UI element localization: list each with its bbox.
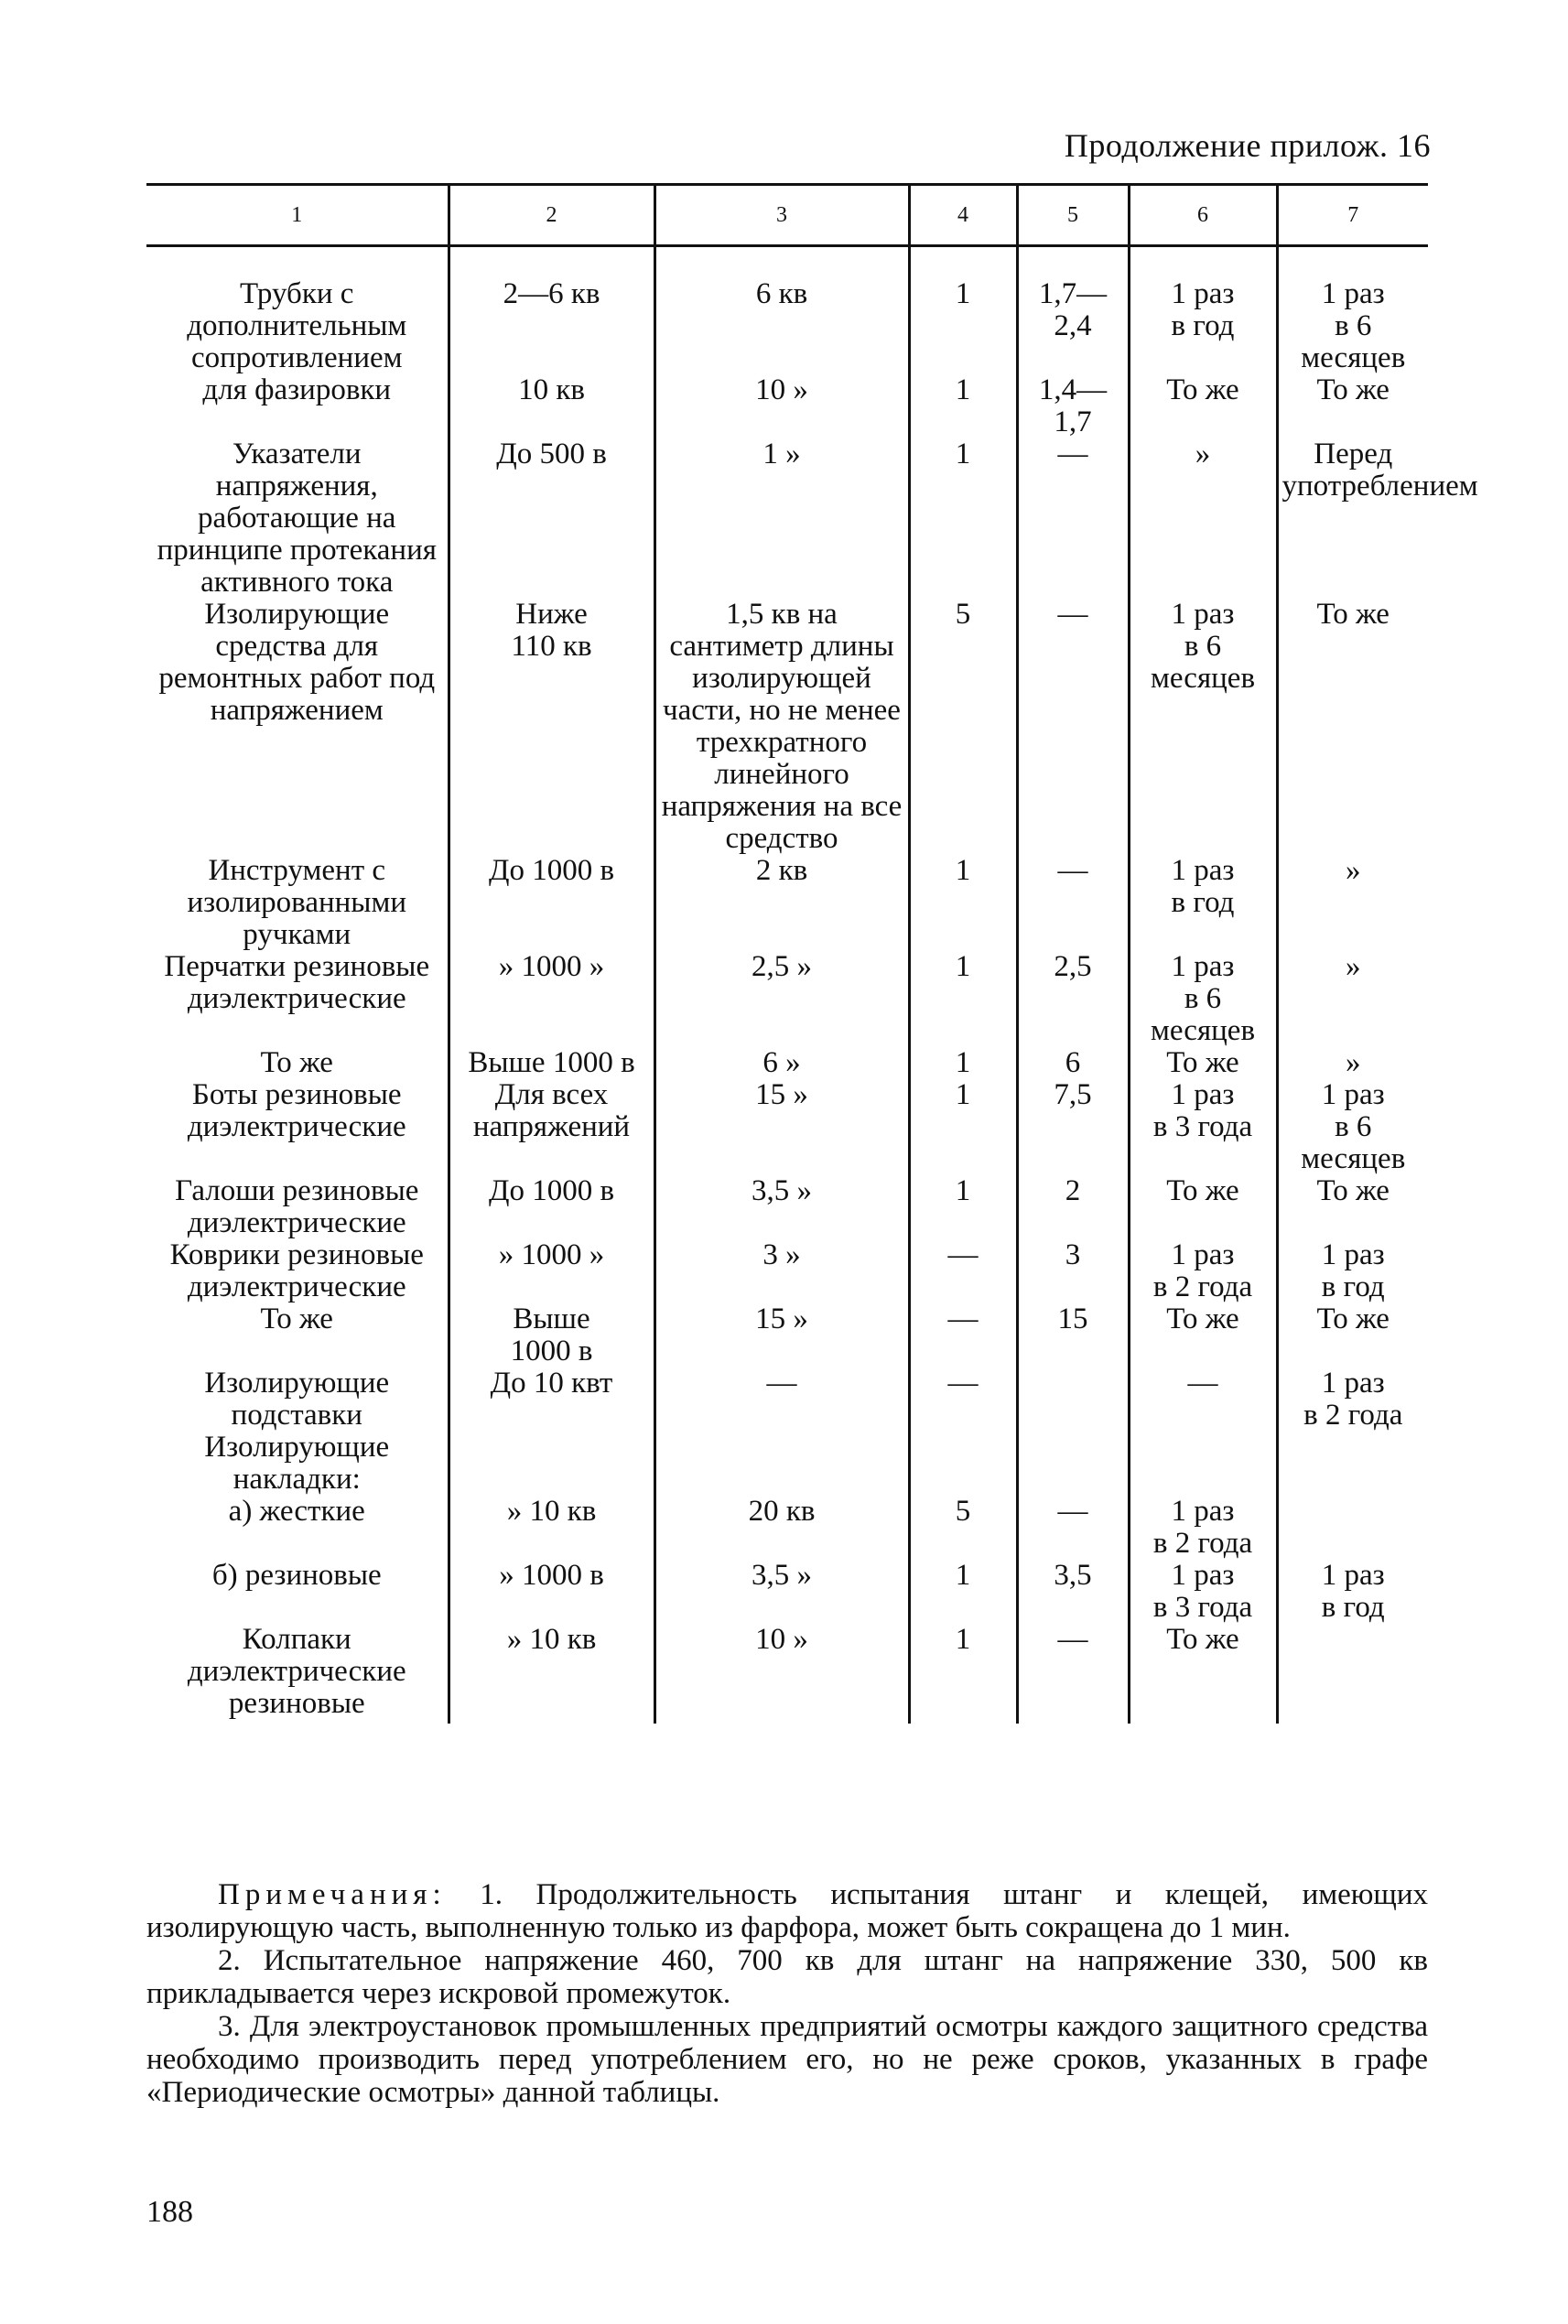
- table-cell-col-5: [1017, 1432, 1129, 1496]
- table-cell-col-7: »: [1346, 950, 1361, 983]
- table-row: [146, 1560, 1428, 1624]
- table-cell-col-2: Выше 1000 в: [449, 1303, 654, 1367]
- continuation-header: Продолжение прилож. 16: [1064, 127, 1431, 164]
- table-row: [146, 1303, 1428, 1367]
- table-cell-col-2: До 1000 в: [449, 1175, 654, 1239]
- table-cell-col-5: 7,5: [1017, 1079, 1129, 1175]
- table-cell-col-5: 2: [1017, 1175, 1129, 1239]
- table-cell-col-5: 3: [1017, 1239, 1129, 1303]
- table-cell-col-7: 1 раз в 2 года: [1303, 1367, 1403, 1432]
- table-cell-col-1: Колпаки диэлектрические резиновые: [146, 1624, 449, 1724]
- table-cell-col-7: »: [1346, 854, 1361, 887]
- page-number: 188: [146, 2195, 193, 2229]
- table-cell-col-1: Перчатки резиновые диэлектрические: [146, 951, 449, 1047]
- table-cell-col-4: 1: [909, 246, 1017, 375]
- column-header: 5: [1017, 185, 1129, 246]
- table-cell-col-1: для фазировки: [146, 374, 449, 438]
- column-number-row: [146, 185, 1428, 246]
- table-row: [146, 1496, 1428, 1560]
- table-cell-col-7: »: [1346, 1046, 1361, 1079]
- table-cell-col-3: 2 кв: [654, 855, 909, 951]
- table-row: [146, 1432, 1428, 1496]
- table-cell-col-6: »: [1129, 438, 1277, 599]
- table-cell-col-1: Изолирующие накладки:: [146, 1432, 449, 1496]
- table-cell-col-4: 1: [909, 438, 1017, 599]
- table-row: [146, 374, 1428, 438]
- notes-section: [146, 1878, 1428, 2109]
- table-cell-col-2: » 10 кв: [449, 1496, 654, 1560]
- table-cell-col-6: 1 раз в 6 месяцев: [1129, 599, 1277, 855]
- table-cell-col-1: Коврики резиновые диэлектрические: [146, 1239, 449, 1303]
- table-cell-col-3: 3 »: [654, 1239, 909, 1303]
- column-header: 4: [909, 185, 1017, 246]
- table-row: [146, 1079, 1428, 1175]
- table-cell-col-6: 1 раз в 6 месяцев: [1129, 951, 1277, 1047]
- table-cell-col-6: То же: [1129, 1047, 1277, 1079]
- table-cell-col-3: 15 »: [654, 1079, 909, 1175]
- table-cell-col-2: До 1000 в: [449, 855, 654, 951]
- table-cell-col-5: —: [1017, 855, 1129, 951]
- table-row: [146, 1367, 1428, 1432]
- table-cell-col-4: [909, 1432, 1017, 1496]
- table-cell-col-6: 1 раз в 3 года: [1129, 1560, 1277, 1624]
- table-cell-col-6: 1 раз в год: [1129, 855, 1277, 951]
- table-cell-col-1: Изолирующие средства для ремонтных работ под напряжением: [146, 599, 449, 855]
- table-cell-col-2: [449, 1432, 654, 1496]
- table-cell-col-3: 15 »: [654, 1303, 909, 1367]
- table-cell-col-6: То же: [1129, 1303, 1277, 1367]
- table-cell-col-7: 1 раз в год: [1321, 1559, 1385, 1624]
- table-cell-col-6: То же: [1129, 374, 1277, 438]
- test-table: [146, 183, 1478, 1724]
- table-cell-col-2: Ниже 110 кв: [449, 599, 654, 855]
- table-cell-col-4: 1: [909, 374, 1017, 438]
- table-row: [146, 438, 1428, 599]
- table-cell-col-4: 1: [909, 951, 1017, 1047]
- table-cell-col-6: 1 раз в 3 года: [1129, 1079, 1277, 1175]
- table-cell-col-5: —: [1017, 1496, 1129, 1560]
- table-row: [146, 855, 1428, 951]
- table-cell-col-4: —: [909, 1303, 1017, 1367]
- table-cell-col-7: То же: [1316, 1174, 1390, 1207]
- table-cell-col-7: То же: [1316, 598, 1390, 631]
- table-cell-col-5: 15: [1017, 1303, 1129, 1367]
- table-cell-col-5: 3,5: [1017, 1560, 1129, 1624]
- table-cell-col-3: 1 »: [654, 438, 909, 599]
- table-cell-col-3: 3,5 »: [654, 1175, 909, 1239]
- table-cell-col-7: [1277, 1496, 1428, 1560]
- table-cell-col-5: —: [1017, 599, 1129, 855]
- column-header: 1: [146, 185, 449, 246]
- table-cell-col-1: а) жесткие: [146, 1496, 449, 1560]
- table-row: [146, 1175, 1428, 1239]
- table-cell-col-4: 1: [909, 1047, 1017, 1079]
- note-1: 1. Продолжительность испытания штанг и клещей, имеющих изолирующую часть, выполненную только из фарфора, может быть сокращена до 1 мин.: [146, 1878, 1428, 1944]
- table-cell-col-4: 1: [909, 1079, 1017, 1175]
- table-cell-col-5: 6: [1017, 1047, 1129, 1079]
- note-2: 2. Испытательное напряжение 460, 700 кв для штанг на напряжение 330, 500 кв прикладывается через искровой промежуток.: [146, 1944, 1428, 2010]
- table-cell-col-2: » 1000 »: [449, 1239, 654, 1303]
- table-cell-col-6: 1 раз в год: [1129, 246, 1277, 375]
- table-cell-col-3: 2,5 »: [654, 951, 909, 1047]
- table-cell-col-5: 2,5: [1017, 951, 1129, 1047]
- table-cell-col-2: 10 кв: [449, 374, 654, 438]
- table-cell-col-1: Боты резиновые диэлектрические: [146, 1079, 449, 1175]
- table-cell-col-6: —: [1129, 1367, 1277, 1432]
- column-header: 2: [449, 185, 654, 246]
- table-cell-col-6: То же: [1129, 1624, 1277, 1724]
- table-cell-col-4: 5: [909, 599, 1017, 855]
- table-cell-col-2: 2—6 кв: [449, 246, 654, 375]
- table-cell-col-2: » 1000 »: [449, 951, 654, 1047]
- table-row: [146, 1239, 1428, 1303]
- table-cell-col-4: 1: [909, 855, 1017, 951]
- notes-label: Примечания:: [218, 1878, 447, 1911]
- column-header: 7: [1277, 185, 1428, 246]
- table-cell-col-3: 6 кв: [654, 246, 909, 375]
- table-cell-col-6: То же: [1129, 1175, 1277, 1239]
- table-cell-col-2: Выше 1000 в: [449, 1047, 654, 1079]
- table-cell-col-4: 1: [909, 1560, 1017, 1624]
- table-cell-col-1: То же: [146, 1047, 449, 1079]
- table-cell-col-5: 1,7— 2,4: [1017, 246, 1129, 375]
- table-cell-col-3: [654, 1432, 909, 1496]
- table-cell-col-1: Изолирующие подставки: [146, 1367, 449, 1432]
- table-cell-col-7: 1 раз в 6 месяцев: [1301, 277, 1406, 374]
- table-cell-col-5: 1,4— 1,7: [1017, 374, 1129, 438]
- column-header: 6: [1129, 185, 1277, 246]
- table-cell-col-1: б) резиновые: [146, 1560, 449, 1624]
- table-cell-col-3: —: [654, 1367, 909, 1432]
- table-row: [146, 246, 1428, 375]
- table-row: [146, 1624, 1428, 1724]
- table-cell-col-2: » 1000 в: [449, 1560, 654, 1624]
- table-cell-col-3: 20 кв: [654, 1496, 909, 1560]
- table-cell-col-4: 5: [909, 1496, 1017, 1560]
- table-cell-col-7: То же: [1316, 1303, 1390, 1335]
- table-cell-col-7: 1 раз в 6 месяцев: [1301, 1078, 1406, 1175]
- table-cell-col-2: Для всех напряжений: [449, 1079, 654, 1175]
- table-row: [146, 599, 1428, 855]
- table-cell-col-7: [1277, 1432, 1428, 1496]
- table-cell-col-3: 1,5 кв на сантиметр длины изолирующей части, но не менее трехкратного линейного напряжения на все средство: [654, 599, 909, 855]
- table-cell-col-6: 1 раз в 2 года: [1129, 1496, 1277, 1560]
- table-cell-col-7: [1277, 1624, 1428, 1724]
- table-row: [146, 951, 1428, 1047]
- note-3: 3. Для электроустановок промышленных предприятий осмотры каждого защитного средства необходимо производить перед употреблением его, но не реже сроков, указанных в графе «Периодические осмотры» данной таблицы.: [146, 2010, 1428, 2109]
- table-cell-col-1: То же: [146, 1303, 449, 1367]
- table-cell-col-2: » 10 кв: [449, 1624, 654, 1724]
- table-cell-col-3: 10 »: [654, 374, 909, 438]
- table-cell-col-1: Указатели напряжения, работающие на принципе протекания активного тока: [146, 438, 449, 599]
- table-cell-col-5: [1017, 1367, 1129, 1432]
- table-row: [146, 1047, 1428, 1079]
- table-cell-col-1: Галоши резиновые диэлектрические: [146, 1175, 449, 1239]
- table-cell-col-6: [1129, 1432, 1277, 1496]
- table-cell-col-1: Трубки с дополнительным сопротивлением: [146, 246, 449, 375]
- table-cell-col-5: —: [1017, 1624, 1129, 1724]
- table-cell-col-3: 10 »: [654, 1624, 909, 1724]
- table-cell-col-5: —: [1017, 438, 1129, 599]
- table-cell-col-7: То же: [1316, 373, 1390, 406]
- table-cell-col-4: 1: [909, 1624, 1017, 1724]
- table-cell-col-7: Перед употреблением: [1281, 438, 1478, 503]
- table-cell-col-3: 6 »: [654, 1047, 909, 1079]
- table-cell-col-3: 3,5 »: [654, 1560, 909, 1624]
- table-cell-col-4: —: [909, 1367, 1017, 1432]
- table-cell-col-4: —: [909, 1239, 1017, 1303]
- table-cell-col-4: 1: [909, 1175, 1017, 1239]
- table-cell-col-2: До 10 квт: [449, 1367, 654, 1432]
- table-cell-col-1: Инструмент с изолированными ручками: [146, 855, 449, 951]
- table-cell-col-2: До 500 в: [449, 438, 654, 599]
- table-cell-col-7: 1 раз в год: [1321, 1238, 1385, 1303]
- column-header: 3: [654, 185, 909, 246]
- table-cell-col-6: 1 раз в 2 года: [1129, 1239, 1277, 1303]
